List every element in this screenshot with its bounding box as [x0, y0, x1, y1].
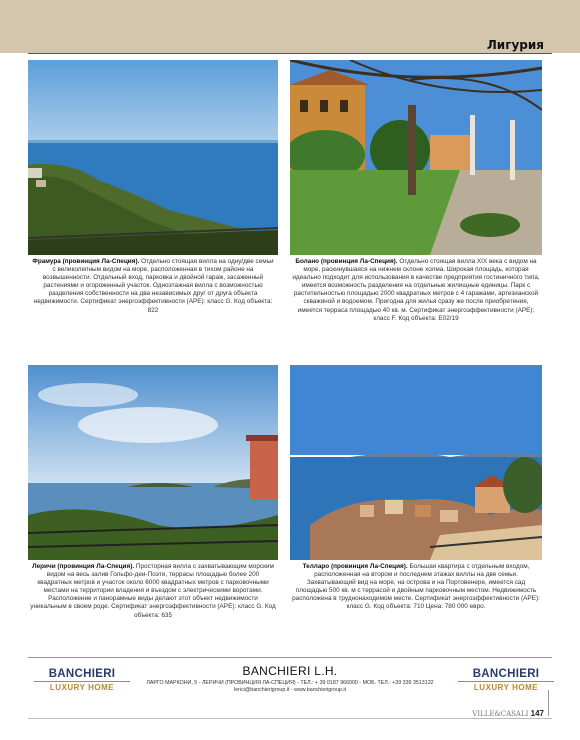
bottom-rule	[28, 718, 552, 719]
photo-framura	[28, 60, 278, 255]
listing-title: Фрамура (провинция Ла-Специя).	[32, 258, 140, 265]
agency-info	[110, 664, 470, 693]
listing-body: Отдельно стоящая вилла XIX века с видом на море, раскинувшаяся на нижнем склоне холма. Широкая площадь, которая идеально подходит для использования в качестве предприятия гостиничного типа, имеется возможность разделения на отдельные жилищные единицы. Парк с растительностью площадью 2000 квадратных метров с 4 гаражами, артезианской скважиной и водоемом. Пригодна для жилья сразу же после приобретения, имеется терраса площадью 40 кв. м. Сертификат энергоэффективности (APE): класс F. Код объекта: E02/19	[292, 258, 540, 322]
agency-contacts: lerici@banchierigroup.it - www.banchierigroup.it	[234, 687, 346, 693]
page-footer	[472, 709, 544, 718]
listing-title: Леричи (провинция Ла-Специя).	[32, 563, 135, 570]
listing-body: Просторная вилла с захватывающим морским видом на весь залив Гольфо-деи-Поэти, террасы площадью более 200 квадратных метров и участок около 6000 квадратных метров с парковочными местами на территории владения и въездом с электрическими воротами. Расположение и панорамные виды делают этот объект недвижимости уникальным в своем роде. Сертификат энергоэффективности (APE): класс G. Код объекта: 635	[30, 563, 276, 619]
listing-caption-2	[292, 258, 540, 323]
region-title: Лигурия	[486, 38, 544, 52]
listing-caption-3	[30, 563, 276, 620]
listing-caption-1	[30, 258, 276, 315]
magazine-name: VILLE&CASALI	[472, 710, 529, 718]
logo-tagline: LUXURY HOME	[458, 681, 554, 692]
photo-bolano	[290, 60, 542, 255]
photo-lerici	[28, 365, 278, 560]
listing-body: Большая квартира с отдельным входом, расположенная на втором и последнем этажах виллы на две семьи. Захватывающий вид на море, на острова и на Портовенере, имеется сад площадью 500 кв. м с террасой и двойным парковочным местом. Недвижимость расположена в труднонаходимом месте. Сертификат энергоэффективности (APE): класс G. Код объекта: 710 Цена: 780 000 евро.	[292, 563, 540, 611]
listing-title: Телларо (провинция Ла-Специя).	[302, 563, 408, 570]
page-number: 147	[530, 709, 544, 718]
logo-tagline: LUXURY HOME	[34, 681, 130, 692]
footer-rule	[28, 657, 552, 658]
footer-divider	[548, 690, 549, 716]
banchieri-logo-right	[458, 668, 554, 696]
agency-address: ЛАРГО МАРКОНИ, 5 - ЛЕРИЧИ (ПРОВИНЦИЯ ЛА-СПЕЦИЯ) - ТЕЛ.: + 39 0187 966000 - МОБ. ТЕЛ.: +39 339 3513132	[146, 680, 434, 686]
listing-body: Отдельно стоящая вилла на одну/две семьи с великолепным видом на море, расположенная в тихом районе на возвышенности. Отдельный вход, парковка и двойной гараж, засаженный растениями и огороженный участок. Одноэтажная вилла с возможностью разделения собственности на два независимых друг от друга объекта недвижимости. Сертификат энергоэффективности (APE): класс G. Код объекта: 822	[33, 258, 274, 314]
header-rule	[28, 53, 552, 54]
logo-wordmark: BANCHIERI	[48, 668, 116, 680]
logo-wordmark: BANCHIERI	[472, 668, 540, 680]
listing-caption-4	[292, 563, 540, 612]
agency-name: BANCHIERI L.H.	[242, 664, 338, 678]
photo-tellaro	[290, 365, 542, 560]
listing-title: Болано (провинция Ла-Специя).	[295, 258, 398, 265]
